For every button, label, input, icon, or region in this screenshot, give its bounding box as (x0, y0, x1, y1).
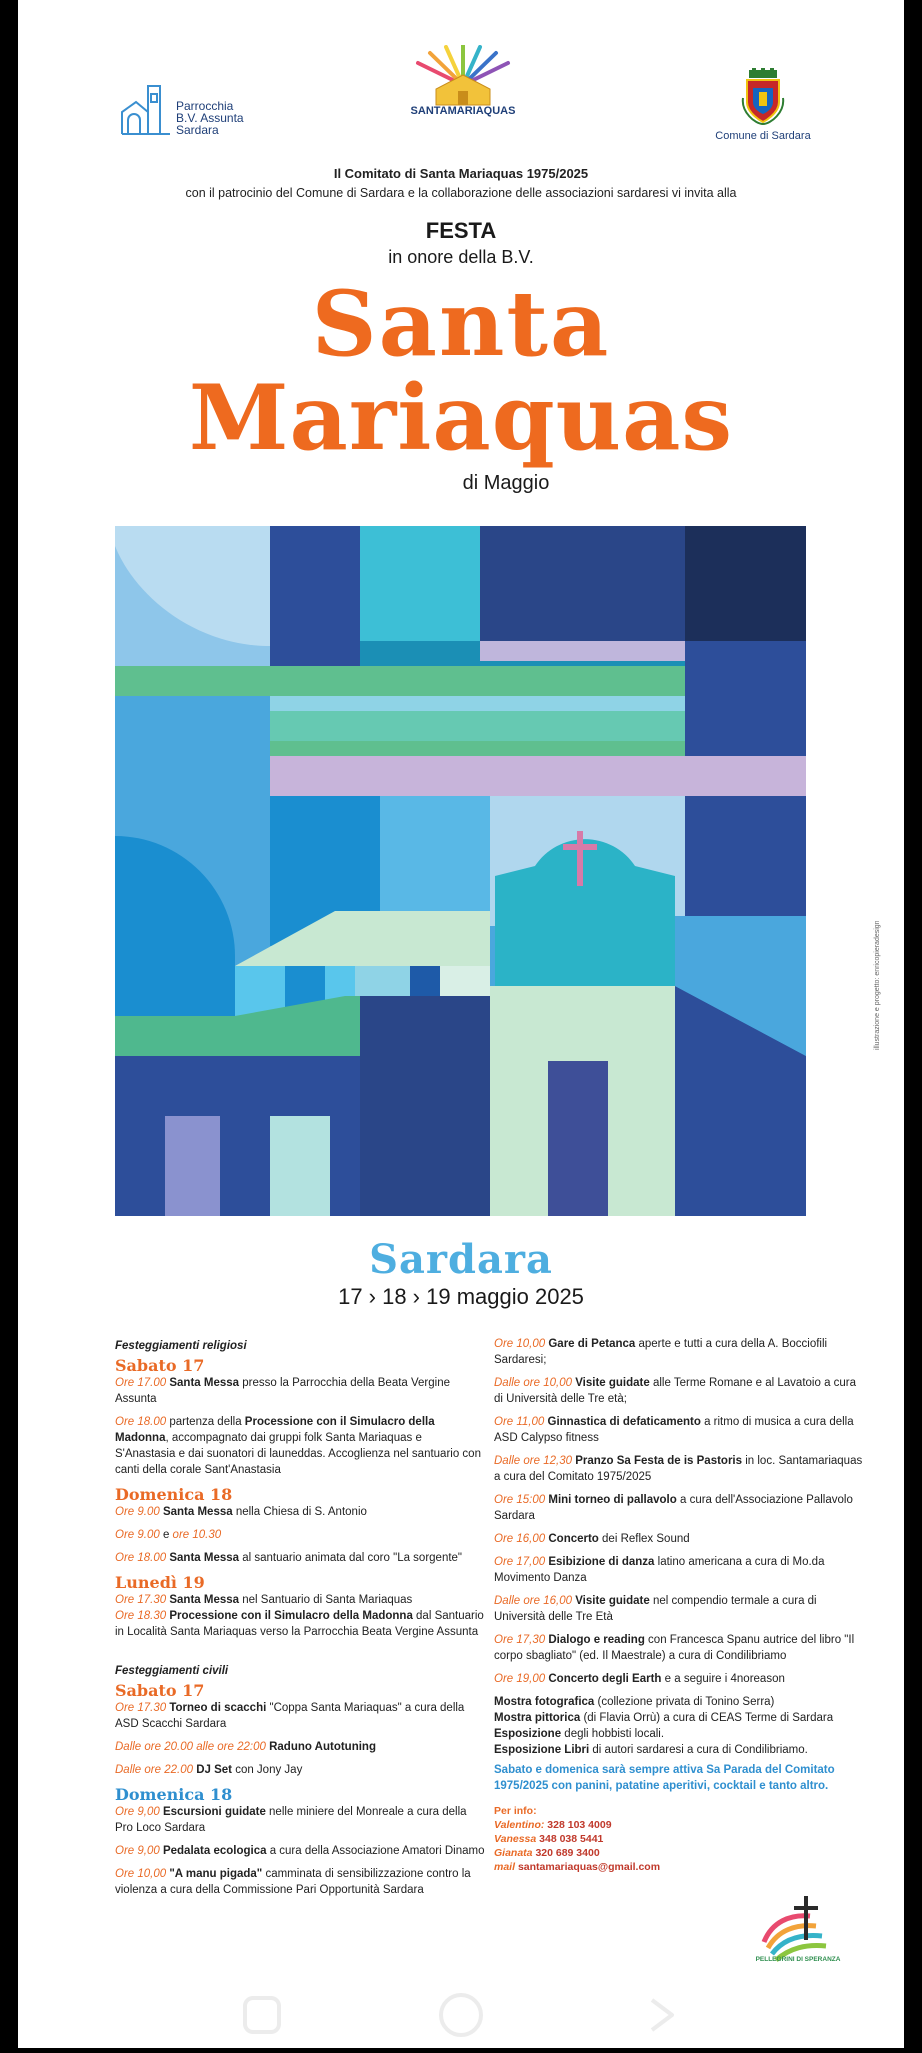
religious-heading: Festeggiamenti religiosi (115, 1340, 247, 1352)
event: Ore 17.00 Santa Messa presso la Parrocchia della Beata Vergine Assunta (115, 1377, 451, 1405)
navigation-bar (0, 1980, 922, 2048)
religious-day-3: Lunedì 19 (115, 1573, 205, 1592)
parade-note: Sabato e domenica sarà sempre attiva Sa Parada del Comitato 1975/2025 con panini, patatine aperitivi, cocktail e tanto altro. (494, 1764, 835, 1792)
event: Ore 17.30 Santa Messa nel Santuario di Santa Mariaquas (115, 1594, 413, 1606)
event: Ore 18.30 Processione con il Simulacro della Madonna dal Santuario in Località Santa Mariaquas verso la Parrocchia Beata Vergine Assunta (115, 1610, 484, 1638)
festival-dates: 17 › 18 › 19 maggio 2025 (338, 1284, 584, 1309)
event: Ore 18.00 partenza della Processione con il Simulacro della Madonna, accompagnato dai gruppi folk Santa Mariaquas e S'Anastasia e dai suonatori di launeddas. Accoglienza nel santuario con canti della corale Sant'Anastasia (115, 1416, 481, 1476)
home-button (441, 1995, 481, 2035)
event: Ore 10,00 Gare di Petanca aperte e tutti a cura della A. Bocciofili Sardaresi; (494, 1338, 828, 1366)
event: Mostra pittorica (di Flavia Orrù) a cura di CEAS Terme di Sardara (494, 1712, 834, 1724)
event: Ore 19,00 Concerto degli Earth e a seguire i 4noreason (494, 1673, 785, 1685)
parish-line-3: Sardara (176, 123, 219, 137)
event: Ore 9,00 Escursioni guidate nelle miniere del Monreale a cura della Pro Loco Sardara (115, 1806, 467, 1834)
rainbow-church-icon (388, 45, 538, 140)
festa-heading: FESTA (425, 218, 497, 243)
contact-line[interactable]: mail santamariaquas@gmail.com (494, 1861, 661, 1873)
event: Esposizione degli hobbisti locali. (494, 1728, 665, 1740)
event: Esposizione Libri di autori sardaresi a cura di Condilibriamo. (494, 1744, 808, 1756)
event: Ore 11,00 Ginnastica di defaticamento a ritmo di musica a cura della ASD Calypso fitness (494, 1416, 854, 1444)
parish-logo (118, 82, 318, 142)
illustration-credit: illustrazione e progetto: enricopieradesign (874, 920, 881, 1050)
town-name: Sardara (369, 1236, 553, 1283)
poster (18, 0, 904, 2048)
info-heading: Per info: (494, 1805, 537, 1817)
event: Ore 9.00 Santa Messa nella Chiesa di S. Antonio (115, 1506, 367, 1518)
exhibitions-list (494, 1694, 864, 1758)
church-outline-icon (118, 82, 174, 138)
event: Ore 16,00 Concerto dei Reflex Sound (494, 1533, 690, 1545)
coat-of-arms-icon (741, 68, 785, 126)
committee-line: Il Comitato di Santa Mariaquas 1975/2025 (333, 166, 589, 181)
geometric-church-illustration (115, 526, 806, 1216)
religious-day-2: Domenica 18 (115, 1485, 233, 1504)
title-mariaquas: Mariaquas (188, 365, 734, 471)
contact-line: Gianata 320 689 3400 (494, 1847, 600, 1859)
event: Ore 10,00 "A manu pigada" camminata di sensibilizzazione contro la violenza a cura della Commissione Pari Opportunità Sardara (115, 1868, 471, 1896)
event: Ore 9.00 e ore 10.30 (115, 1529, 222, 1541)
event: Dalle ore 16,00 Visite guidate nel compendio termale a cura di Università delle Tre Età (494, 1595, 817, 1623)
contact-line: Valentino: 328 103 4009 (494, 1819, 612, 1831)
contact-info (494, 1804, 864, 1874)
religious-day-1: Sabato 17 (115, 1356, 205, 1375)
event: Ore 18.00 Santa Messa al santuario animata dal coro "La sorgente" (115, 1552, 463, 1564)
back-button (652, 2000, 672, 2030)
event: Dalle ore 20.00 alle ore 22:00 Raduno Autotuning (115, 1741, 376, 1753)
contact-line: Vanessa 348 038 5441 (494, 1833, 604, 1845)
event: Ore 17,00 Esibizione di danza latino americana a cura di Mo.da Movimento Danza (494, 1556, 825, 1584)
event: Ore 17.30 Torneo di scacchi "Coppa Santa Mariaquas" a cura della ASD Scacchi Sardara (115, 1702, 465, 1730)
pellegrini-label: PELLEGRINI DI SPERANZA (755, 1956, 841, 1963)
festival-logo (388, 45, 538, 140)
program-left-column (115, 1336, 485, 1905)
event: Dalle ore 10,00 Visite guidate alle Terme Romane e al Lavatoio a cura di Università delle Tre età; (494, 1377, 857, 1405)
title-subtitle: di Maggio (462, 472, 550, 494)
recent-apps-button (245, 1998, 279, 2032)
festival-logo-text: SANTAMARIAQUAS (410, 105, 516, 117)
patronage-line: con il patrocinio del Comune di Sardara e la collaborazione delle associazioni sardaresi vi invita alla (185, 186, 737, 200)
right-events-list (494, 1336, 864, 1687)
parish-line-1: Parrocchia (176, 99, 234, 113)
pellegrini-logo (754, 1892, 842, 1970)
comune-label: Comune di Sardara (715, 130, 811, 142)
civil-day-1: Sabato 17 (115, 1681, 205, 1700)
event: Ore 15:00 Mini torneo di pallavolo a cura dell'Associazione Pallavolo Sardara (494, 1494, 853, 1522)
parish-line-2: B.V. Assunta (176, 111, 244, 125)
program-right-column (494, 1336, 864, 1874)
comune-logo (708, 68, 818, 148)
event: Dalle ore 12,30 Pranzo Sa Festa de is Pastoris in loc. Santamariaquas a cura del Comitato 1975/2025 (494, 1455, 863, 1483)
civil-heading: Festeggiamenti civili (115, 1665, 229, 1677)
title-santa: Santa (311, 271, 611, 377)
event: Mostra fotografica (collezione privata di Tonino Serra) (494, 1696, 775, 1708)
onore-line: in onore della B.V. (388, 247, 534, 267)
event: Dalle ore 22.00 DJ Set con Jony Jay (115, 1764, 303, 1776)
event: Ore 9,00 Pedalata ecologica a cura della Associazione Amatori Dinamo (115, 1845, 485, 1857)
civil-day-2: Domenica 18 (115, 1785, 233, 1804)
event: Ore 17,30 Dialogo e reading con Francesca Spanu autrice del libro "Il corpo sbagliato" (ed. Il Maestrale) a cura di Condilibriamo (494, 1634, 855, 1662)
